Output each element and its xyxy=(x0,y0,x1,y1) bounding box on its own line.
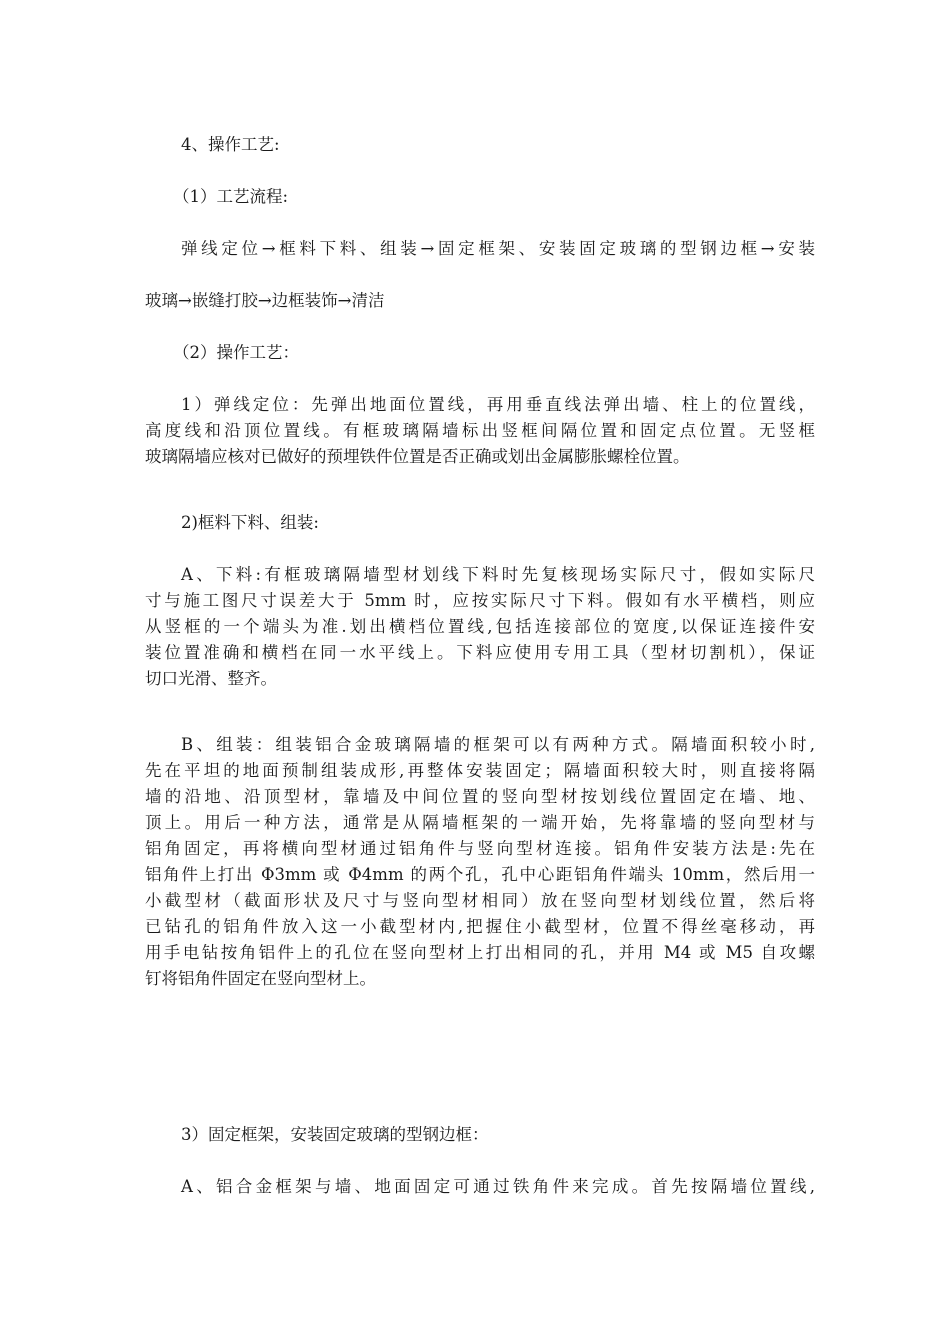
paragraph-step-b xyxy=(145,732,815,992)
text-line: 墙的沿地、沿顶型材，靠墙及中间位置的竖向型材按划线位置固定在墙、地、 xyxy=(145,787,815,806)
subheading-process-flow xyxy=(145,184,815,210)
text-line: 高度线和沿顶位置线。有框玻璃隔墙标出竖框间隔位置和固定点位置。无竖框 xyxy=(145,421,815,440)
text-line: 小截型材（截面形状及尺寸与竖向型材相同）放在竖向型材划线位置，然后将 xyxy=(145,891,815,910)
subheading-text: （1）工艺流程: xyxy=(173,187,289,206)
text-line: 已钻孔的铝角件放入这一小截型材内,把握住小截型材，位置不得丝毫移动，再 xyxy=(145,917,815,936)
subheading-text: （2）操作工艺： xyxy=(173,343,299,362)
paragraph-step1 xyxy=(145,392,815,470)
text-line: 钉将铝角件固定在竖向型材上。 xyxy=(145,969,376,988)
text-line: 寸与施工图尺寸误差大于 5mm 时，应按实际尺寸下料。假如有水平横档，则应 xyxy=(145,591,815,610)
subheading-step3 xyxy=(145,1122,815,1148)
text-line: 玻璃→嵌缝打胶→边框装饰→清洁 xyxy=(145,291,385,310)
text-line: 从竖框的一个端头为准.划出横档位置线,包括连接部位的宽度,以保证连接件安 xyxy=(145,617,815,636)
text-line: A、铝合金框架与墙、地面固定可通过铁角件来完成。首先按隔墙位置线, xyxy=(181,1177,815,1196)
text-line: 切口光滑、整齐。 xyxy=(145,669,277,688)
subheading-text: 2)框料下料、组装: xyxy=(181,513,319,532)
text-line: 玻璃隔墙应核对已做好的预埋铁件位置是否正确或划出金属膨胀螺栓位置。 xyxy=(145,447,690,466)
paragraph-step-a xyxy=(145,562,815,692)
text-line: 装位置准确和横档在同一水平线上。下料应使用专用工具（型材切割机），保证 xyxy=(145,643,815,662)
text-line: 顶上。用后一种方法，通常是从隔墙框架的一端开始，先将靠墙的竖向型材与 xyxy=(145,813,815,832)
text-line: 1）弹线定位：先弹出地面位置线，再用垂直线法弹出墙、柱上的位置线， xyxy=(181,395,815,414)
text-line: 铝角固定，再将横向型材通过铝角件与竖向型材连接。铝角件安装方法是:先在 xyxy=(145,839,815,858)
text-line: A、下料:有框玻璃隔墙型材划线下料时先复核现场实际尺寸，假如实际尺 xyxy=(181,565,815,584)
heading-text: 4、操作工艺: xyxy=(181,135,280,154)
text-line: 铝角件上打出 Φ3mm 或 Φ4mm 的两个孔，孔中心距铝角件端头 10mm，然后用一 xyxy=(145,865,815,884)
subheading-step2 xyxy=(145,510,815,536)
subheading-text: 3）固定框架，安装固定玻璃的型钢边框： xyxy=(181,1125,489,1144)
text-line: 弹线定位→框料下料、组装→固定框架、安装固定玻璃的型钢边框→安装 xyxy=(181,239,815,258)
paragraph-step3-a xyxy=(145,1174,815,1200)
section-heading xyxy=(145,132,815,158)
paragraph-process-flow xyxy=(145,236,815,314)
text-line: 先在平坦的地面预制组装成形,再整体安装固定；隔墙面积较大时，则直接将隔 xyxy=(145,761,815,780)
text-line: 用手电钻按角铝件上的孔位在竖向型材上打出相同的孔，并用 M4 或 M5 自攻螺 xyxy=(145,943,815,962)
subheading-operation xyxy=(145,340,815,366)
text-line: B、组装：组装铝合金玻璃隔墙的框架可以有两种方式。隔墙面积较小时, xyxy=(181,735,815,754)
